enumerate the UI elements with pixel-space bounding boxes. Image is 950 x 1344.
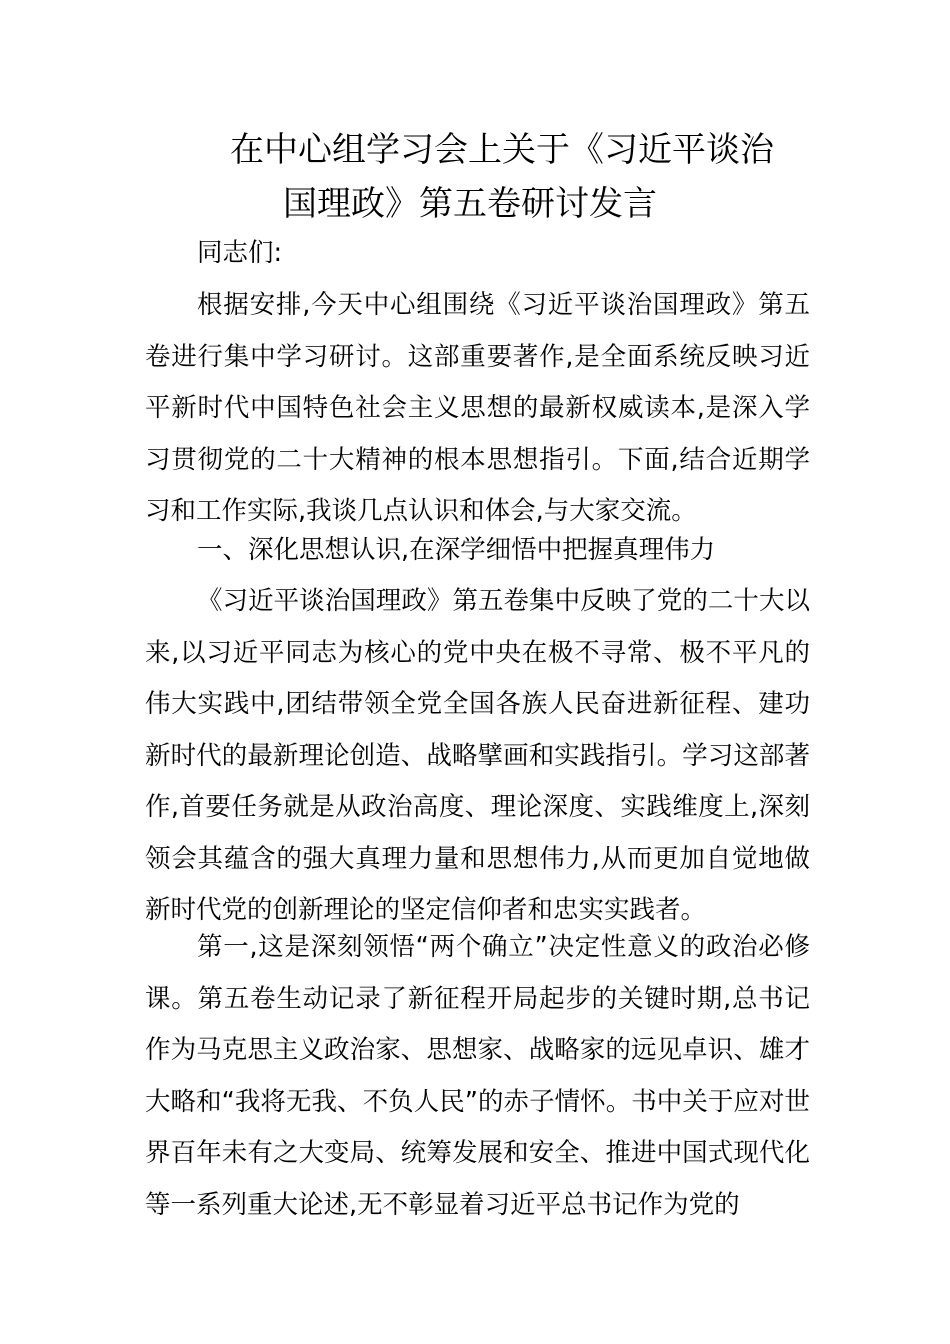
paragraph-point-1: 第一,这是深刻领悟“两个确立”决定性意义的政治必修课。第五卷生动记录了新征程开局起步的关键时期,总书记作为马克思主义政治家、思想家、战略家的远见卓识、雄才大略和“我将无我、不负人民”的赤子情怀。书中关于应对世界百年未有之大变局、统筹发展和安全、推进中国式现代化等一系列重大论述,无不彰显着习近平总书记作为党的 [145, 932, 810, 1220]
section-heading-1: 一、深化思想认识,在深学细悟中把握真理伟力 [197, 535, 716, 565]
paragraph-intro: 根据安排,今天中心组围绕《习近平谈治国理政》第五卷进行集中学习研讨。这部重要著作,是全面系统反映习近平新时代中国特色社会主义思想的最新权威读本,是深入学习贯彻党的二十大精神的根本思想指引。下面,结合近期学习和工作实际,我谈几点认识和体会,与大家交流。 [145, 290, 810, 526]
salutation: 同志们: [197, 238, 283, 268]
document-title-line-1: 在中心组学习会上关于《习近平谈治 [230, 130, 774, 170]
document-title-line-2: 国理政》第五卷研讨发言 [283, 184, 657, 224]
paragraph-section-1: 《习近平谈治国理政》第五卷集中反映了党的二十大以来,以习近平同志为核心的党中央在极不寻常、极不平凡的伟大实践中,团结带领全党全国各族人民奋进新征程、建功新时代的最新理论创造、战略擘画和实践指引。学习这部著作,首要任务就是从政治高度、理论深度、实践维度上,深刻领会其蕴含的强大真理力量和思想伟力,从而更加自觉地做新时代党的创新理论的坚定信仰者和忠实实践者。 [145, 586, 810, 925]
